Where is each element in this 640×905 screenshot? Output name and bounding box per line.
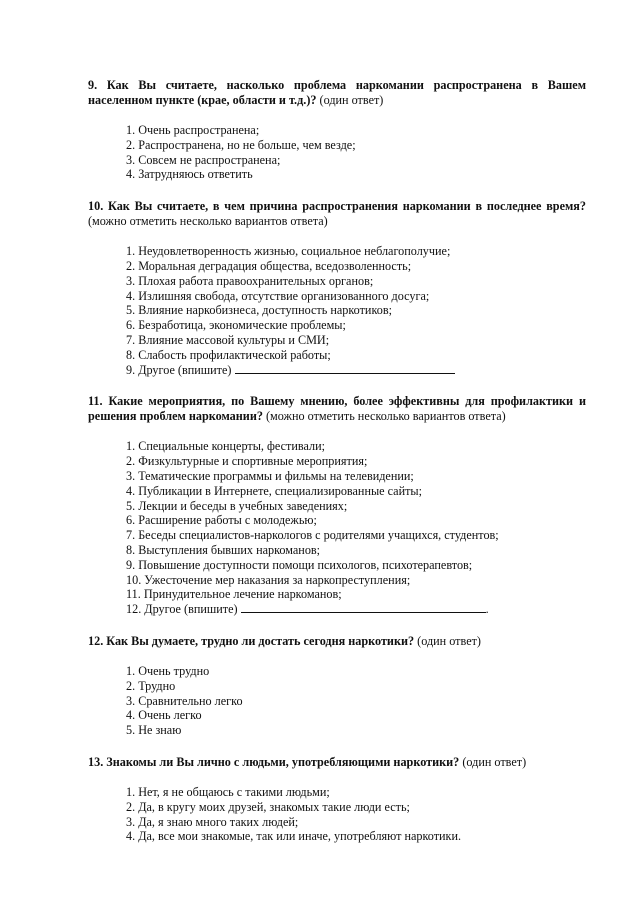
question-9-title xyxy=(88,78,586,108)
write-in-suffix: . xyxy=(485,602,489,617)
question-title-text: 11. Какие мероприятия, по Вашему мнению, более эффективны для профилактики и решения проблем наркомании? xyxy=(88,394,586,424)
question-12-title xyxy=(88,634,586,649)
answer-option[interactable]: 3. Плохая работа правоохранительных органов; xyxy=(126,273,374,288)
question-10-title xyxy=(88,199,586,229)
answer-option-other-label: 12. Другое (впишите) xyxy=(126,602,238,617)
answer-option[interactable]: 2. Да, в кругу моих друзей, знакомых такие люди есть; xyxy=(126,799,410,814)
answer-option[interactable]: 7. Влияние массовой культуры и СМИ; xyxy=(126,332,330,347)
answer-option[interactable]: 10. Ужесточение мер наказания за наркопреступления; xyxy=(126,572,411,587)
answer-option[interactable]: 3. Тематические программы и фильмы на телевидении; xyxy=(126,468,414,483)
answer-option[interactable]: 11. Принудительное лечение наркоманов; xyxy=(126,587,342,602)
answer-option[interactable]: 5. Не знаю xyxy=(126,723,182,738)
answer-option-other[interactable] xyxy=(126,602,586,617)
question-10-options xyxy=(88,244,586,377)
question-11-options xyxy=(88,439,586,617)
answer-option[interactable]: 3. Совсем не распространена; xyxy=(126,152,281,167)
question-9-options xyxy=(88,123,586,182)
question-12 xyxy=(88,634,586,738)
answer-option[interactable]: 4. Публикации в Интернете, специализированные сайты; xyxy=(126,483,423,498)
answer-option[interactable]: 8. Выступления бывших наркоманов; xyxy=(126,542,321,557)
question-title-text: 10. Как Вы считаете, в чем причина распространения наркомании в последнее время? xyxy=(88,199,586,214)
answer-option[interactable]: 7. Беседы специалистов-наркологов с родителями учащихся, студентов; xyxy=(126,528,499,543)
write-in-field[interactable] xyxy=(241,602,486,613)
question-title-text: 12. Как Вы думаете, трудно ли достать сегодня наркотики? xyxy=(88,633,415,648)
answer-option[interactable]: 2. Трудно xyxy=(126,678,176,693)
question-title-text: 13. Знакомы ли Вы лично с людьми, употребляющими наркотики? xyxy=(88,754,460,769)
questionnaire-page xyxy=(88,78,586,861)
answer-option-other[interactable] xyxy=(126,363,586,378)
answer-option[interactable]: 2. Физкультурные и спортивные мероприятия; xyxy=(126,454,368,469)
answer-option[interactable]: 2. Распространена, но не больше, чем везде; xyxy=(126,137,356,152)
answer-option[interactable]: 4. Излишняя свобода, отсутствие организованного досуга; xyxy=(126,288,430,303)
answer-option[interactable]: 5. Лекции и беседы в учебных заведениях; xyxy=(126,498,348,513)
answer-option-other-label: 9. Другое (впишите) xyxy=(126,362,232,377)
answer-option[interactable]: 1. Очень трудно xyxy=(126,663,210,678)
question-13-title xyxy=(88,755,586,770)
answer-option[interactable]: 2. Моральная деградация общества, вседозволенность; xyxy=(126,258,412,273)
answer-option[interactable]: 9. Повышение доступности помощи психологов, психотерапевтов; xyxy=(126,557,473,572)
answer-option[interactable]: 6. Расширение работы с молодежью; xyxy=(126,513,317,528)
question-note: (можно отметить несколько вариантов ответа) xyxy=(266,409,506,424)
question-title-text: 9. Как Вы считаете, насколько проблема наркомании распространена в Вашем населенном пункте (крае, области и т.д.)? xyxy=(88,78,586,107)
answer-option[interactable]: 5. Влияние наркобизнеса, доступность наркотиков; xyxy=(126,303,392,318)
answer-option[interactable]: 4. Затрудняюсь ответить xyxy=(126,167,253,182)
write-in-field[interactable] xyxy=(235,363,455,374)
answer-option[interactable]: 6. Безработица, экономические проблемы; xyxy=(126,318,346,333)
answer-option[interactable]: 1. Очень распространена; xyxy=(126,123,260,137)
question-13-options xyxy=(88,785,586,844)
answer-option[interactable]: 1. Специальные концерты, фестивали; xyxy=(126,439,325,454)
question-9 xyxy=(88,78,586,182)
answer-option[interactable]: 3. Да, я знаю много таких людей; xyxy=(126,814,299,829)
answer-option[interactable]: 4. Очень легко xyxy=(126,708,202,723)
question-note: (можно отметить несколько вариантов ответа) xyxy=(88,214,328,229)
question-note: (один ответ) xyxy=(462,754,527,769)
answer-option[interactable]: 1. Неудовлетворенность жизнью, социальное неблагополучие; xyxy=(126,244,451,259)
answer-option[interactable]: 1. Нет, я не общаюсь с такими людьми; xyxy=(126,784,330,799)
question-13 xyxy=(88,755,586,844)
question-11-title xyxy=(88,394,586,424)
answer-option[interactable]: 8. Слабость профилактической работы; xyxy=(126,347,331,362)
answer-option[interactable]: 4. Да, все мои знакомые, так или иначе, употребляют наркотики. xyxy=(126,829,462,844)
question-note: (один ответ) xyxy=(319,93,384,107)
answer-option[interactable]: 3. Сравнительно легко xyxy=(126,693,243,708)
question-12-options xyxy=(88,664,586,738)
question-11 xyxy=(88,394,586,617)
question-10 xyxy=(88,199,586,377)
question-note: (один ответ) xyxy=(417,633,481,648)
